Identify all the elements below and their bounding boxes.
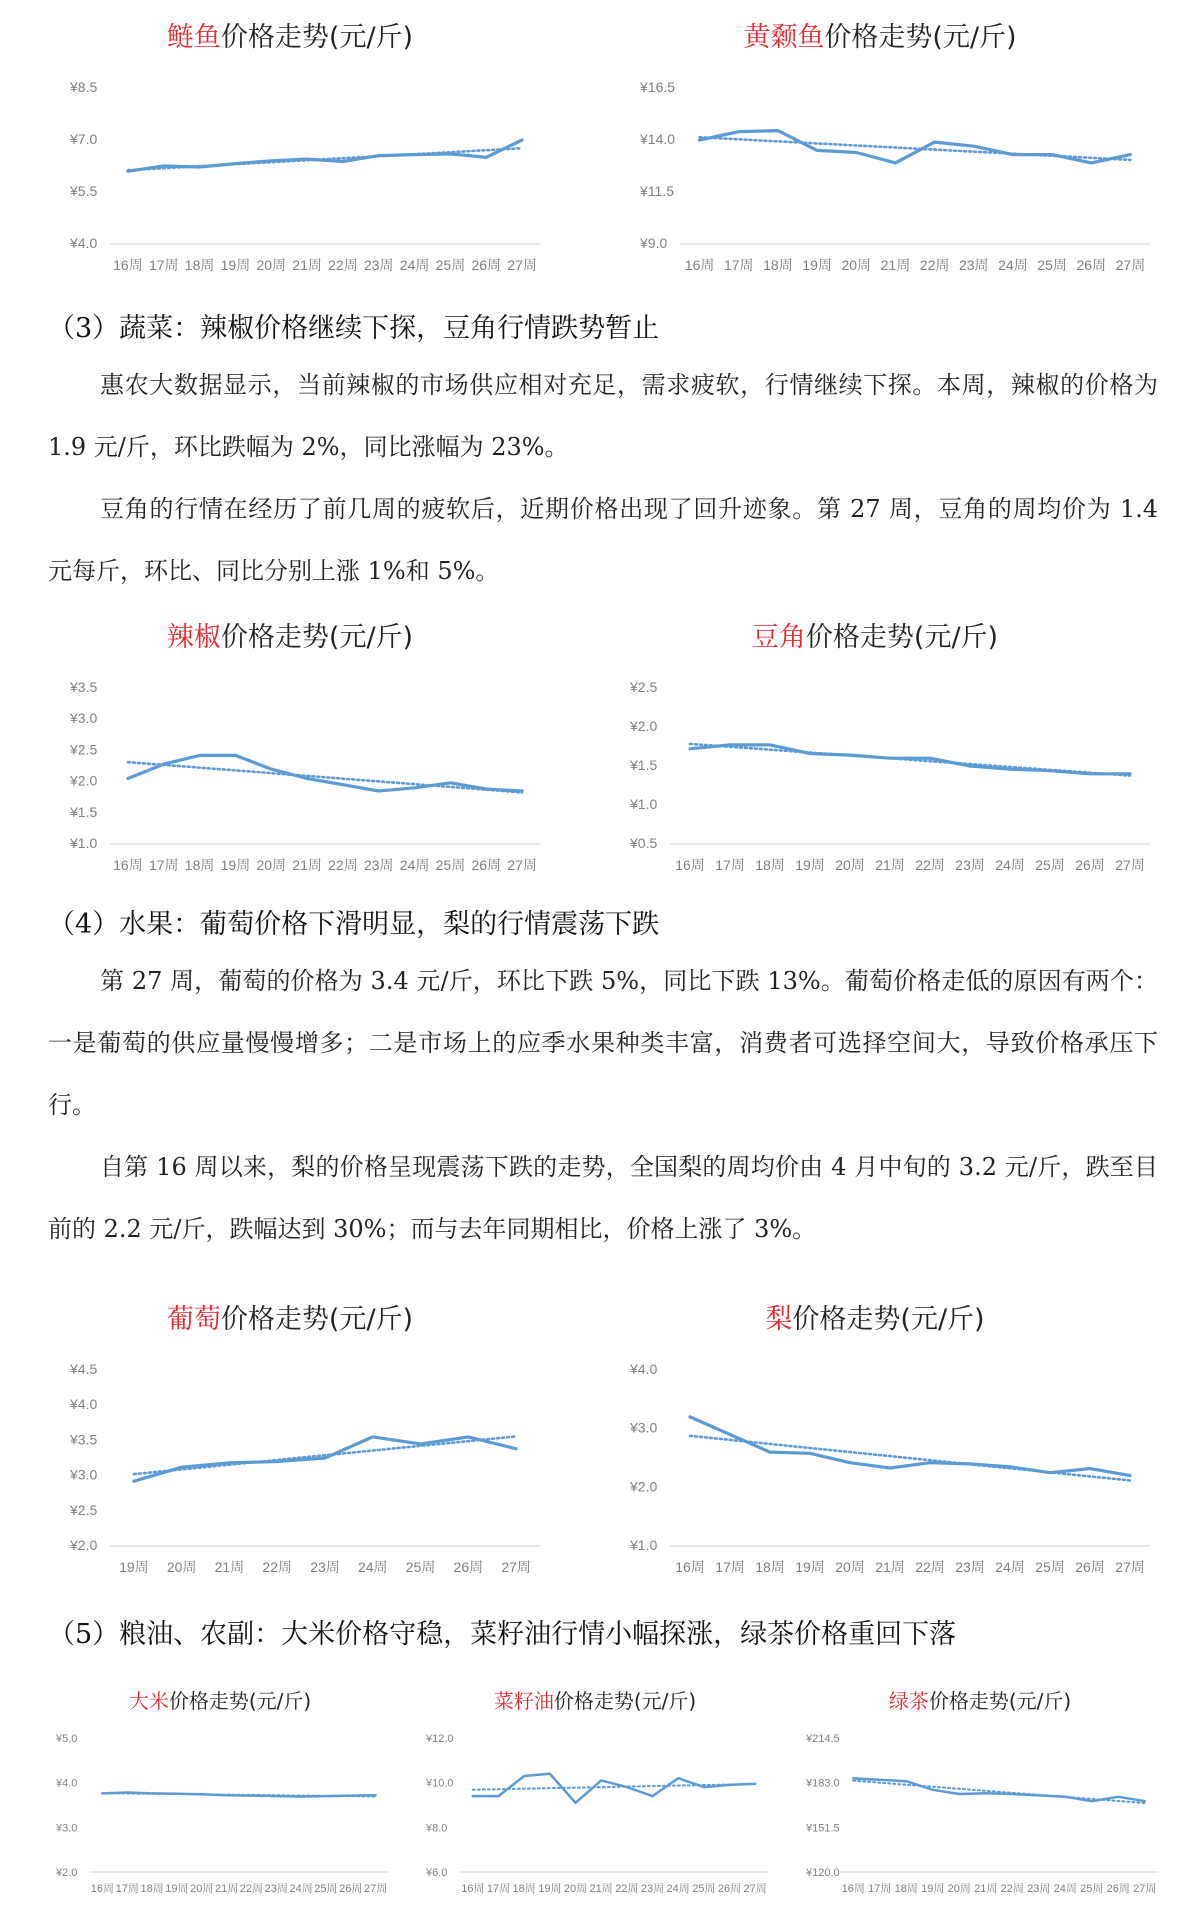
y-tick-label: ¥151.5 — [806, 1822, 840, 1835]
y-tick-label: ¥2.0 — [630, 718, 658, 734]
x-tick-label: 17周 — [148, 257, 179, 273]
y-tick-label: ¥4.0 — [630, 1361, 658, 1377]
y-tick-label: ¥3.0 — [70, 1466, 98, 1483]
x-tick-label: 20周 — [835, 857, 865, 873]
chart-svg — [40, 1686, 400, 1906]
paragraph-green-bean: 豆角的行情在经历了前几周的疲软后，近期价格出现了回升迹象。第 27 周，豆角的周均价为 1.4 元每斤，环比、同比分别上涨 1%和 5%。 — [48, 495, 1158, 585]
chart-title-rest: 价格走势(元/斤) — [220, 622, 414, 653]
y-tick-label: ¥7.0 — [70, 131, 98, 147]
trendline — [690, 1436, 1130, 1481]
y-tick-label: ¥8.0 — [426, 1822, 448, 1835]
x-tick-label: 25周 — [435, 257, 466, 273]
x-tick-label: 26周 — [1106, 1883, 1130, 1895]
x-tick-label: 26周 — [1075, 857, 1105, 873]
y-tick-label: ¥1.5 — [70, 803, 98, 820]
x-tick-label: 20周 — [841, 257, 872, 273]
x-tick-label: 27周 — [1115, 857, 1145, 873]
x-tick-label: 19周 — [802, 257, 832, 273]
x-tick-label: 27周 — [501, 1559, 531, 1575]
x-tick-label: 20周 — [166, 1559, 197, 1575]
x-tick-label: 21周 — [214, 1559, 245, 1575]
x-tick-label: 22周 — [919, 257, 950, 273]
chart-title-rest: 价格走势(元/斤) — [805, 622, 999, 653]
y-tick-label: ¥16.5 — [640, 79, 676, 95]
y-tick-label: ¥2.0 — [630, 1478, 658, 1495]
x-tick-label: 26周 — [1075, 1559, 1105, 1575]
x-tick-label: 19周 — [220, 857, 251, 873]
x-tick-label: 16周 — [461, 1883, 485, 1895]
section-heading-grain-oil: （5）粮油、农副：大米价格守稳，菜籽油行情小幅探涨，绿茶价格重回下落 — [48, 1619, 957, 1650]
x-tick-label: 18周 — [763, 257, 793, 273]
x-tick-label: 27周 — [507, 257, 537, 273]
y-tick-label: ¥1.0 — [70, 835, 98, 851]
x-tick-label: 23周 — [363, 257, 394, 273]
y-tick-label: ¥2.0 — [70, 1537, 98, 1553]
y-tick-label: ¥5.5 — [70, 183, 98, 199]
y-tick-label: ¥4.0 — [56, 1777, 78, 1790]
chart-title-accent: 葡萄 — [166, 1304, 221, 1335]
chart-silver-carp — [40, 18, 560, 288]
x-tick-label: 18周 — [184, 857, 215, 873]
x-tick-label: 24周 — [289, 1883, 313, 1895]
chart-green-tea — [790, 1686, 1170, 1906]
x-tick-label: 23周 — [363, 857, 394, 873]
x-tick-label: 22周 — [239, 1883, 264, 1895]
x-tick-label: 25周 — [1035, 857, 1065, 873]
x-tick-label: 25周 — [405, 1559, 436, 1575]
x-tick-label: 22周 — [262, 1559, 293, 1575]
x-tick-label: 25周 — [1035, 1559, 1065, 1575]
x-tick-label: 17周 — [715, 857, 745, 873]
chart-svg — [410, 1686, 780, 1906]
chart-title-rest: 价格走势(元/斤) — [824, 22, 1017, 53]
x-tick-label: 24周 — [399, 857, 430, 873]
chart-title — [167, 622, 413, 653]
x-tick-label: 24周 — [399, 257, 430, 273]
y-tick-label: ¥3.0 — [56, 1822, 78, 1835]
y-tick-label: ¥3.0 — [630, 1419, 658, 1436]
x-tick-label: 16周 — [841, 1883, 865, 1895]
y-tick-label: ¥214.5 — [806, 1733, 840, 1745]
x-tick-label: 27周 — [743, 1883, 767, 1895]
x-tick-label: 22周 — [328, 857, 358, 873]
y-tick-label: ¥12.0 — [426, 1733, 454, 1745]
y-tick-label: ¥14.0 — [640, 131, 676, 147]
y-tick-label: ¥3.5 — [70, 679, 98, 695]
chart-svg — [790, 1686, 1170, 1906]
x-tick-label: 21周 — [589, 1883, 613, 1895]
x-tick-label: 17周 — [715, 1559, 745, 1575]
chart-title — [129, 1689, 311, 1713]
x-tick-label: 24周 — [357, 1559, 388, 1575]
y-tick-label: ¥3.5 — [70, 1431, 98, 1448]
y-tick-label: ¥1.0 — [630, 1537, 658, 1553]
x-tick-label: 19周 — [538, 1883, 562, 1895]
x-tick-label: 17周 — [148, 857, 179, 873]
x-tick-label: 24周 — [995, 1559, 1025, 1575]
x-tick-label: 26周 — [471, 857, 502, 873]
x-tick-label: 20周 — [256, 857, 287, 873]
chart-title-rest: 价格走势(元/斤) — [168, 1689, 312, 1713]
y-tick-label: ¥183.0 — [806, 1777, 840, 1790]
paragraph-pear: 自第 16 周以来，梨的价格呈现震荡下跌的走势，全国梨的周均价由 4 月中旬的 3.2 元/斤，跌至目前的 2.2 元/斤，跌幅达到 30%；而与去年同期相比，价格上涨了 3%。 — [48, 1153, 1158, 1243]
chart-title — [743, 22, 1016, 53]
x-tick-label: 27周 — [1133, 1883, 1157, 1895]
y-tick-label: ¥120.0 — [806, 1867, 840, 1879]
section-heading-fruits: （4）水果：葡萄价格下滑明显，梨的行情震荡下跌 — [48, 909, 660, 940]
x-tick-label: 25周 — [1080, 1883, 1104, 1895]
chart-title-accent: 鲢鱼 — [166, 22, 221, 53]
x-tick-label: 25周 — [692, 1883, 716, 1895]
x-tick-label: 22周 — [328, 257, 358, 273]
x-tick-label: 16周 — [675, 857, 705, 873]
chart-svg — [40, 18, 560, 288]
x-tick-label: 24周 — [998, 257, 1028, 273]
chart-rapeseed-oil — [410, 1686, 780, 1906]
x-tick-label: 23周 — [955, 1559, 985, 1575]
x-tick-label: 18周 — [512, 1883, 536, 1895]
x-tick-label: 20周 — [947, 1883, 971, 1895]
chart-chili — [40, 618, 560, 888]
chart-title-rest: 价格走势(元/斤) — [928, 1689, 1072, 1713]
y-tick-label: ¥8.5 — [70, 79, 98, 95]
chart-title — [752, 622, 998, 653]
x-tick-label: 23周 — [264, 1883, 288, 1895]
x-tick-label: 17周 — [868, 1883, 892, 1895]
chart-title — [765, 1304, 984, 1335]
x-tick-label: 21周 — [292, 857, 322, 873]
y-tick-label: ¥10.0 — [426, 1777, 454, 1790]
chart-title-accent: 大米 — [128, 1689, 169, 1713]
chart-title-accent: 豆角 — [751, 622, 806, 653]
x-tick-label: 26周 — [1076, 257, 1107, 273]
x-tick-label: 26周 — [717, 1883, 742, 1895]
x-tick-label: 20周 — [190, 1883, 214, 1895]
y-tick-label: ¥2.5 — [70, 1501, 98, 1518]
x-tick-label: 20周 — [563, 1883, 588, 1895]
x-tick-label: 22周 — [615, 1883, 639, 1895]
x-tick-label: 27周 — [507, 857, 537, 873]
x-tick-label: 24周 — [1053, 1883, 1077, 1895]
chart-grape — [40, 1300, 560, 1590]
x-tick-label: 23周 — [640, 1883, 665, 1895]
x-tick-label: 21周 — [875, 857, 905, 873]
x-tick-label: 23周 — [310, 1559, 340, 1575]
trendline — [134, 1436, 516, 1474]
x-tick-label: 18周 — [894, 1883, 918, 1895]
chart-svg — [40, 618, 560, 888]
chart-yellow-catfish — [610, 18, 1170, 288]
chart-title — [167, 22, 413, 53]
chart-title — [167, 1304, 413, 1335]
x-tick-label: 23周 — [1027, 1883, 1051, 1895]
x-tick-label: 25周 — [1037, 257, 1067, 273]
x-tick-label: 21周 — [974, 1883, 998, 1895]
chart-rice — [40, 1686, 400, 1906]
x-tick-label: 20周 — [835, 1559, 865, 1575]
y-tick-label: ¥9.0 — [640, 235, 668, 251]
chart-title-accent: 梨 — [765, 1304, 793, 1335]
x-tick-label: 16周 — [113, 857, 143, 873]
x-tick-label: 21周 — [292, 257, 322, 273]
x-tick-label: 27周 — [363, 1883, 388, 1895]
x-tick-label: 17周 — [115, 1883, 139, 1895]
chart-title-rest: 价格走势(元/斤) — [792, 1304, 985, 1335]
y-tick-label: ¥2.0 — [56, 1867, 78, 1879]
chart-title-accent: 绿茶 — [888, 1689, 929, 1713]
y-tick-label: ¥1.5 — [630, 757, 658, 773]
x-tick-label: 25周 — [314, 1883, 338, 1895]
series-line — [134, 1437, 516, 1481]
x-tick-label: 27周 — [1115, 1559, 1145, 1575]
chart-title-rest: 价格走势(元/斤) — [220, 22, 414, 53]
x-tick-label: 17周 — [723, 257, 754, 273]
x-tick-label: 19周 — [119, 1559, 149, 1575]
chart-title-accent: 辣椒 — [166, 622, 221, 653]
x-tick-label: 27周 — [1115, 257, 1146, 273]
x-tick-label: 18周 — [755, 1559, 785, 1575]
x-tick-label: 26周 — [453, 1559, 484, 1575]
x-tick-label: 16周 — [684, 257, 715, 273]
x-tick-label: 19周 — [795, 1559, 825, 1575]
trendline — [128, 762, 522, 792]
series-line — [690, 1417, 1130, 1476]
x-tick-label: 25周 — [435, 857, 466, 873]
x-tick-label: 24周 — [995, 857, 1025, 873]
x-tick-label: 19周 — [220, 257, 251, 273]
x-tick-label: 18周 — [184, 257, 215, 273]
x-tick-label: 21周 — [214, 1883, 239, 1895]
y-tick-label: ¥4.0 — [70, 1396, 98, 1413]
y-tick-label: ¥2.5 — [70, 741, 98, 758]
y-tick-label: ¥4.0 — [70, 235, 98, 251]
y-tick-label: ¥4.5 — [70, 1361, 98, 1377]
x-tick-label: 19周 — [921, 1883, 945, 1895]
y-tick-label: ¥11.5 — [640, 183, 674, 199]
x-tick-label: 22周 — [915, 1559, 945, 1575]
y-tick-label: ¥3.0 — [70, 710, 98, 727]
x-tick-label: 21周 — [875, 1559, 905, 1575]
x-tick-label: 19周 — [165, 1883, 189, 1895]
x-tick-label: 18周 — [140, 1883, 164, 1895]
x-tick-label: 18周 — [755, 857, 785, 873]
x-tick-label: 20周 — [256, 257, 287, 273]
y-tick-label: ¥6.0 — [426, 1867, 448, 1879]
chart-title-accent: 黄颡鱼 — [743, 22, 825, 53]
chart-svg — [600, 1300, 1170, 1590]
x-tick-label: 16周 — [90, 1883, 115, 1895]
chart-title-accent: 菜籽油 — [493, 1689, 554, 1713]
chart-green-bean — [600, 618, 1170, 888]
paragraph-grape: 第 27 周，葡萄的价格为 3.4 元/斤，环比下跌 5%，同比下跌 13%。葡萄价格走低的原因有两个：一是葡萄的供应量慢慢增多；二是市场上的应季水果种类丰富，消费者可选择空间大，导致价格承压下行。 — [48, 967, 1158, 1119]
y-tick-label: ¥2.5 — [630, 679, 658, 695]
chart-title — [889, 1689, 1071, 1713]
x-tick-label: 24周 — [666, 1883, 690, 1895]
y-tick-label: ¥0.5 — [630, 835, 658, 851]
chart-svg — [40, 1300, 560, 1590]
x-tick-label: 26周 — [471, 257, 502, 273]
x-tick-label: 23周 — [958, 257, 989, 273]
x-tick-label: 22周 — [1000, 1883, 1024, 1895]
chart-title — [494, 1689, 696, 1713]
y-tick-label: ¥5.0 — [56, 1733, 78, 1745]
series-line — [853, 1778, 1145, 1801]
x-tick-label: 26周 — [339, 1883, 363, 1895]
x-tick-label: 19周 — [795, 857, 825, 873]
chart-title-rest: 价格走势(元/斤) — [553, 1689, 697, 1713]
series-line — [700, 131, 1131, 163]
paragraph-chili: 惠农大数据显示，当前辣椒的市场供应相对充足，需求疲软，行情继续下探。本周，辣椒的价格为 1.9 元/斤，环比跌幅为 2%，同比涨幅为 23%。 — [48, 371, 1158, 461]
x-tick-label: 16周 — [675, 1559, 705, 1575]
x-tick-label: 23周 — [955, 857, 985, 873]
x-tick-label: 16周 — [113, 257, 143, 273]
x-tick-label: 22周 — [915, 857, 945, 873]
chart-svg — [610, 18, 1170, 288]
series-line — [128, 755, 522, 791]
y-tick-label: ¥2.0 — [70, 772, 98, 789]
series-line — [128, 140, 522, 171]
x-tick-label: 21周 — [880, 257, 911, 273]
chart-svg — [600, 618, 1170, 888]
section-heading-vegetables: （3）蔬菜：辣椒价格继续下探，豆角行情跌势暂止 — [48, 313, 660, 344]
chart-pear — [600, 1300, 1170, 1590]
chart-title-rest: 价格走势(元/斤) — [220, 1304, 414, 1335]
y-tick-label: ¥1.0 — [630, 796, 658, 812]
x-tick-label: 17周 — [486, 1883, 511, 1895]
